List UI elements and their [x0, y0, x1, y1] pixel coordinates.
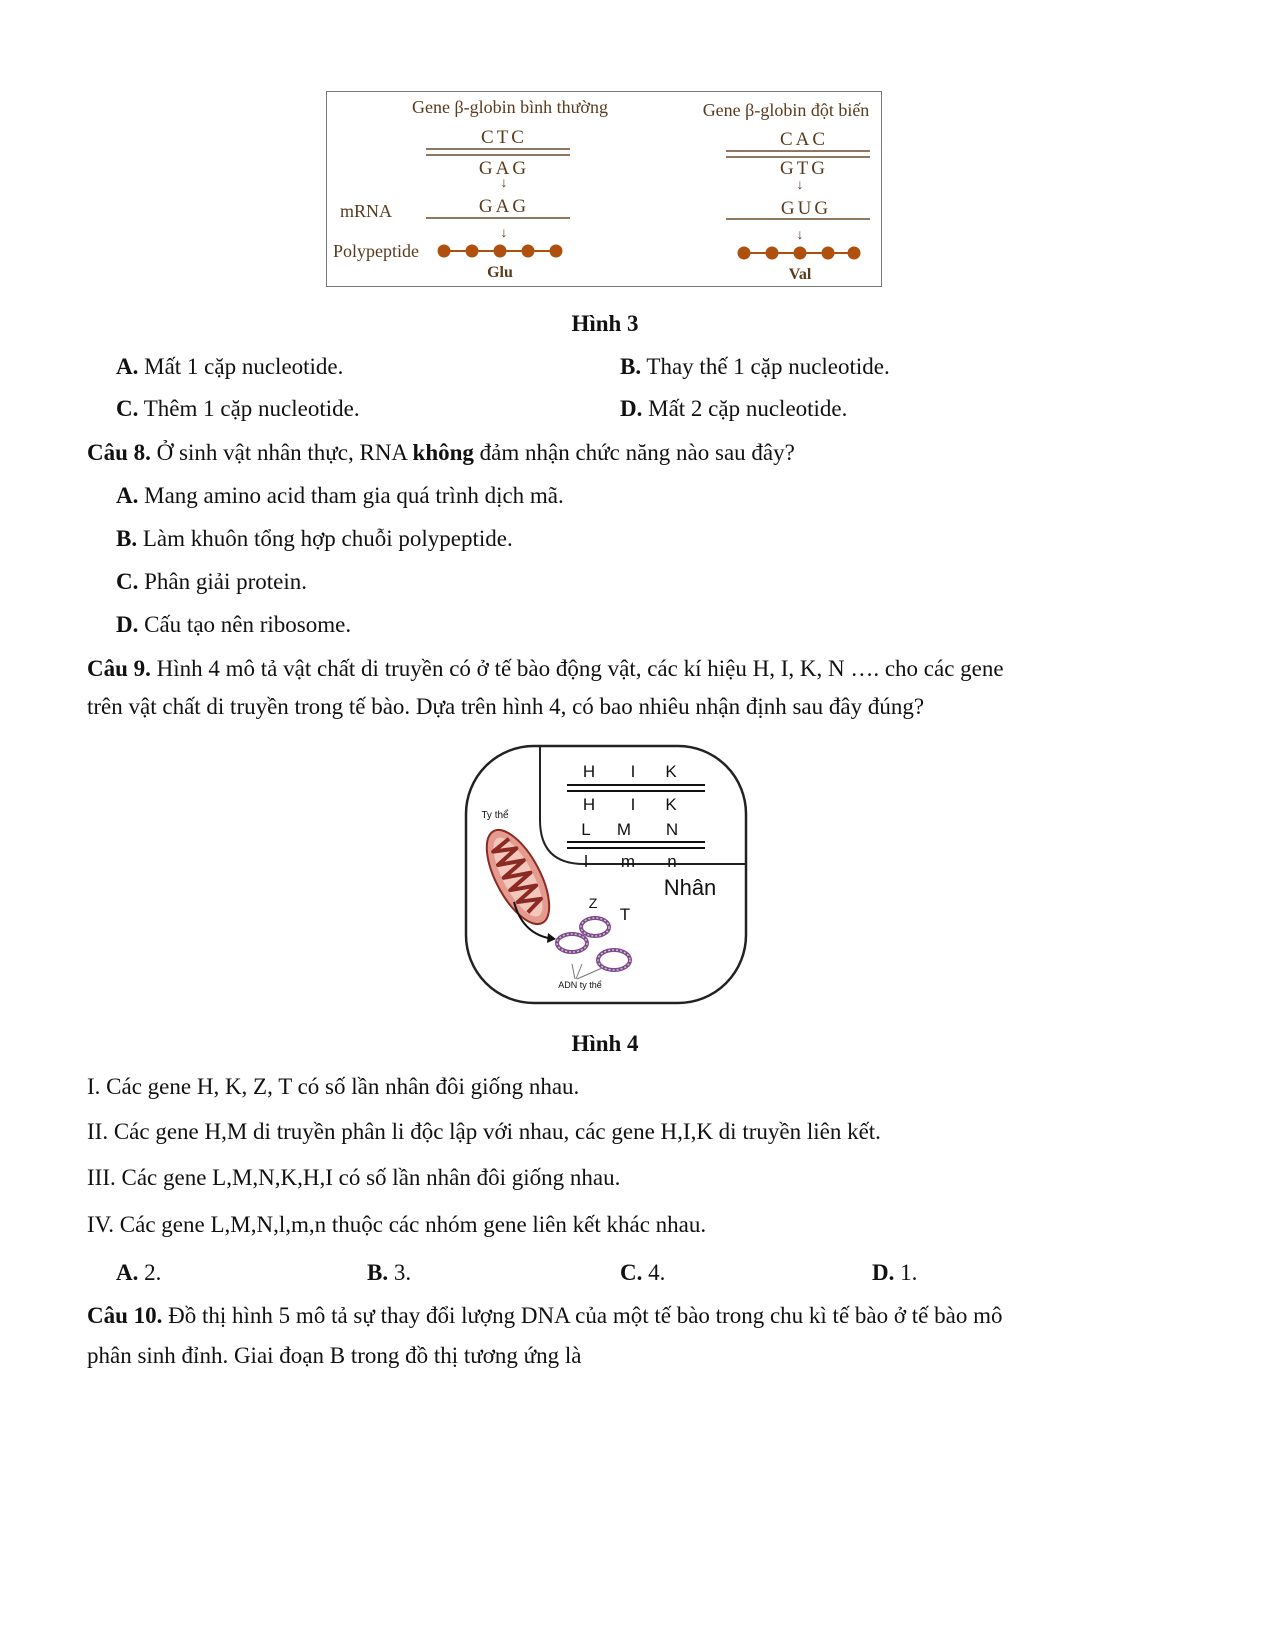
option-c[interactable]	[116, 569, 307, 595]
gene-label: I	[630, 795, 636, 814]
mutant-amino-acid: Val	[788, 266, 812, 283]
question-8	[87, 440, 795, 466]
gene-label: n	[667, 852, 677, 871]
mrna-label: mRNA	[340, 201, 393, 221]
statement-4: IV. Các gene L,M,N,l,m,n thuộc các nhóm gene liên kết khác nhau.	[87, 1212, 707, 1237]
question-text: Đồ thị hình 5 mô tả sự thay đổi lượng DNA của một tế bào trong chu kì tế bào ở tế bào mô	[162, 1303, 1003, 1328]
emphasis-word: không	[412, 440, 474, 465]
option-b[interactable]	[367, 1260, 411, 1286]
gene-label: l	[584, 852, 588, 871]
question-9	[87, 656, 1004, 682]
mtdna-label: ADN ty thể	[558, 980, 602, 990]
option-text: Mất 2 cặp nucleotide.	[642, 396, 848, 421]
mutant-top-strand: CAC	[779, 129, 829, 150]
question-label: Câu 9.	[87, 656, 151, 681]
option-text: 1.	[894, 1260, 918, 1285]
gene-label: K	[665, 795, 677, 814]
option-d[interactable]	[620, 396, 847, 422]
statement-1: I. Các gene H, K, Z, T có số lần nhân đôi giống nhau.	[87, 1074, 580, 1099]
option-b[interactable]	[620, 354, 890, 380]
question-text: Ở sinh vật nhân thực, RNA	[150, 440, 413, 465]
option-a[interactable]	[116, 354, 343, 380]
option-text: Mất 1 cặp nucleotide.	[138, 354, 344, 379]
option-letter: B.	[116, 526, 138, 551]
arrow-down-icon: ↓	[796, 178, 804, 193]
gene-label: M	[616, 820, 632, 839]
figure-4	[462, 742, 750, 1007]
option-a[interactable]	[116, 1260, 161, 1286]
normal-top-strand: CTC	[481, 127, 527, 148]
option-letter: D.	[872, 1260, 895, 1285]
option-text: Thêm 1 cặp nucleotide.	[138, 396, 360, 421]
mutant-gene-title: Gene β-globin đột biến	[702, 100, 870, 120]
question-label: Câu 8.	[87, 440, 151, 465]
statement-2: II. Các gene H,M di truyền phân li độc lập với nhau, các gene H,I,K di truyền liên kết.	[87, 1119, 881, 1144]
nucleus-label: Nhân	[663, 875, 717, 900]
option-letter: A.	[116, 483, 139, 508]
option-d[interactable]	[872, 1260, 917, 1286]
option-text: 4.	[642, 1260, 666, 1285]
question-text: đảm nhận chức năng nào sau đây?	[473, 440, 795, 465]
mutant-mrna: GUG	[780, 198, 832, 219]
z-label: Z	[588, 895, 598, 911]
figure-3-diagram	[326, 91, 882, 287]
question-9-line-2: trên vật chất di truyền trong tế bào. Dựa trên hình 4, có bao nhiêu nhận định sau đây đúng?	[87, 694, 925, 719]
option-letter: A.	[116, 354, 139, 379]
option-c[interactable]	[116, 396, 360, 422]
statement-3: III. Các gene L,M,N,K,H,I có số lần nhân đôi giống nhau.	[87, 1165, 621, 1190]
arrow-down-icon: ↓	[796, 228, 804, 243]
gene-label: H	[582, 795, 596, 814]
gene-label: H	[582, 762, 596, 781]
option-text: Cấu tạo nên ribosome.	[138, 612, 352, 637]
option-text: Thay thế 1 cặp nucleotide.	[641, 354, 890, 379]
question-label: Câu 10.	[87, 1303, 163, 1328]
option-b[interactable]	[116, 526, 513, 552]
question-10	[87, 1303, 1002, 1329]
option-letter: C.	[116, 396, 139, 421]
figure-3	[326, 91, 882, 287]
option-d[interactable]	[116, 612, 351, 638]
option-a[interactable]	[116, 483, 564, 509]
mutant-bottom-strand: GTG	[779, 158, 829, 179]
option-text: Làm khuôn tổng hợp chuỗi polypeptide.	[137, 526, 513, 551]
t-label: T	[619, 905, 631, 924]
option-letter: C.	[620, 1260, 643, 1285]
arrow-down-icon: ↓	[500, 226, 508, 241]
option-letter: D.	[620, 396, 643, 421]
option-letter: C.	[116, 569, 139, 594]
normal-amino-acid: Glu	[487, 264, 513, 281]
option-letter: B.	[367, 1260, 389, 1285]
polypeptide-label: Polypeptide	[333, 241, 419, 261]
gene-label: L	[581, 820, 591, 839]
option-text: Phân giải protein.	[138, 569, 308, 594]
normal-bottom-strand: GAG	[478, 158, 530, 179]
gene-label: N	[665, 820, 679, 839]
gene-label: m	[620, 852, 636, 871]
question-text: Hình 4 mô tả vật chất di truyền có ở tế bào động vật, các kí hiệu H, I, K, N …. cho các gene	[150, 656, 1004, 681]
arrow-down-icon: ↓	[500, 176, 508, 191]
figure-3-caption: Hình 3	[571, 311, 639, 336]
gene-label: K	[665, 762, 677, 781]
normal-mrna: GAG	[478, 196, 530, 217]
figure-4-caption: Hình 4	[571, 1031, 639, 1056]
option-letter: B.	[620, 354, 642, 379]
mito-label: Ty thể	[481, 810, 509, 821]
option-letter: D.	[116, 612, 139, 637]
option-text: Mang amino acid tham gia quá trình dịch mã.	[138, 483, 564, 508]
option-letter: A.	[116, 1260, 139, 1285]
option-text: 2.	[138, 1260, 162, 1285]
option-c[interactable]	[620, 1260, 665, 1286]
question-10-line-2: phân sinh đỉnh. Giai đoạn B trong đồ thị tương ứng là	[87, 1343, 582, 1368]
figure-4-diagram	[462, 742, 750, 1007]
normal-gene-title: Gene β-globin bình thường	[412, 97, 608, 117]
option-text: 3.	[388, 1260, 412, 1285]
gene-label: I	[630, 762, 636, 781]
